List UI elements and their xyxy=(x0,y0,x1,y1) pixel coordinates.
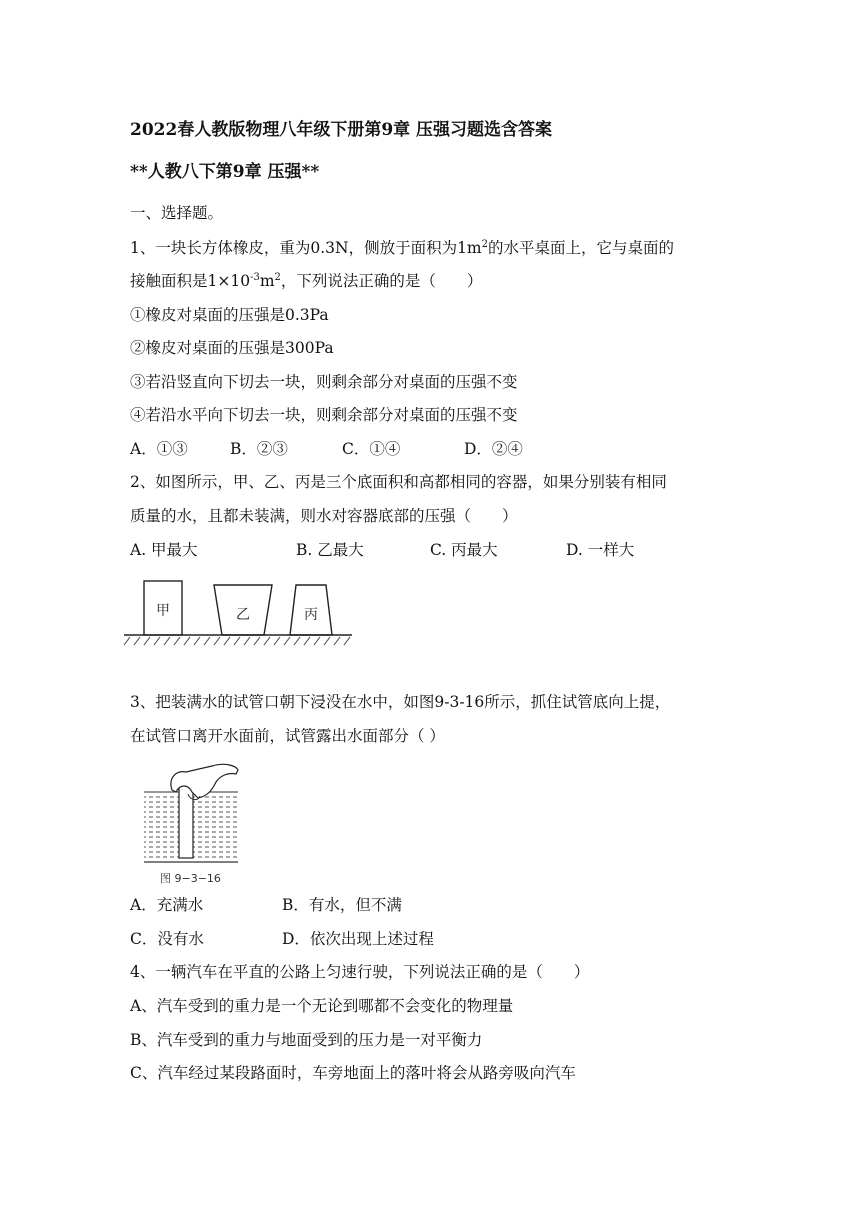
q4-option-a: A、汽车受到的重力是一个无论到哪都不会变化的物理量 xyxy=(130,997,514,1015)
label-bing: 丙 xyxy=(304,607,318,623)
q2-figure-containers xyxy=(122,577,354,652)
test-tube-diagram xyxy=(142,760,248,886)
figure-caption: 图 9−3−16 xyxy=(160,872,221,885)
q2-stem-line1: 2、如图所示，甲、乙、丙是三个底面积和高都相同的容器，如果分别装有相同 xyxy=(130,473,667,491)
q1-statement-1: ①橡皮对桌面的压强是0.3Pa xyxy=(130,306,329,324)
q1-stem-line1: 1、一块长方体橡皮，重为0.3N，侧放于面积为$1m^2$的水平桌面上，它与桌面的 xyxy=(130,239,675,257)
q3-figure-test-tube xyxy=(142,760,248,886)
q3-stem-line1: 3、把装满水的试管口朝下浸没在水中，如图9-3-16所示，抓住试管底向上提， xyxy=(130,693,671,711)
q3-option-c: C．没有水 xyxy=(130,930,204,948)
document-title: 2022春人教版物理八年级下册第9章 压强习题选含答案 xyxy=(130,120,553,140)
chapter-subtitle: **人教八下第9章 压强** xyxy=(130,162,320,182)
q2-option-b: B. 乙最大 xyxy=(296,541,364,559)
q3-stem-line2: 在试管口离开水面前，试管露出水面部分（ ） xyxy=(130,727,445,745)
label-jia: 甲 xyxy=(156,603,170,619)
q1-option-b: B．②③ xyxy=(230,440,288,458)
q2-option-d: D. 一样大 xyxy=(566,541,635,559)
q4-stem: 4、一辆汽车在平直的公路上匀速行驶，下列说法正确的是（ ） xyxy=(130,963,590,981)
q1-options xyxy=(130,439,523,459)
q1-stem-line2: 接触面积是$1\times 10^{-3}m^2$，下列说法正确的是（ ） xyxy=(130,272,483,290)
q3-options-row1 xyxy=(130,895,402,915)
q1-statement-4: ④若沿水平向下切去一块，则剩余部分对桌面的压强不变 xyxy=(130,406,518,424)
q1-statement-3: ③若沿竖直向下切去一块，则剩余部分对桌面的压强不变 xyxy=(130,373,518,391)
containers-diagram xyxy=(122,577,354,652)
q3-options-row2 xyxy=(130,929,434,949)
q1-statement-2: ②橡皮对桌面的压强是300Pa xyxy=(130,339,334,357)
test-tube xyxy=(179,782,193,858)
q2-stem-line2: 质量的水，且都未装满，则水对容器底部的压强（ ） xyxy=(130,507,518,525)
q3-option-a: A．充满水 xyxy=(130,896,204,914)
label-yi: 乙 xyxy=(236,607,250,623)
q2-option-a: A. 甲最大 xyxy=(130,541,198,559)
q4-option-c: C、汽车经过某段路面时，车旁地面上的落叶将会从路旁吸向汽车 xyxy=(130,1064,576,1082)
q1-option-d: D．②④ xyxy=(464,440,523,458)
q4-option-b: B、汽车受到的重力与地面受到的压力是一对平衡力 xyxy=(130,1031,483,1049)
q2-options xyxy=(130,540,634,560)
q3-option-d: D．依次出现上述过程 xyxy=(282,930,434,948)
q3-option-b: B．有水，但不满 xyxy=(282,896,402,914)
q1-option-c: C．①④ xyxy=(342,440,401,458)
q2-option-c: C. 丙最大 xyxy=(430,541,498,559)
section-heading: 一、选择题。 xyxy=(130,204,224,222)
q1-option-a: A．①③ xyxy=(130,440,188,458)
